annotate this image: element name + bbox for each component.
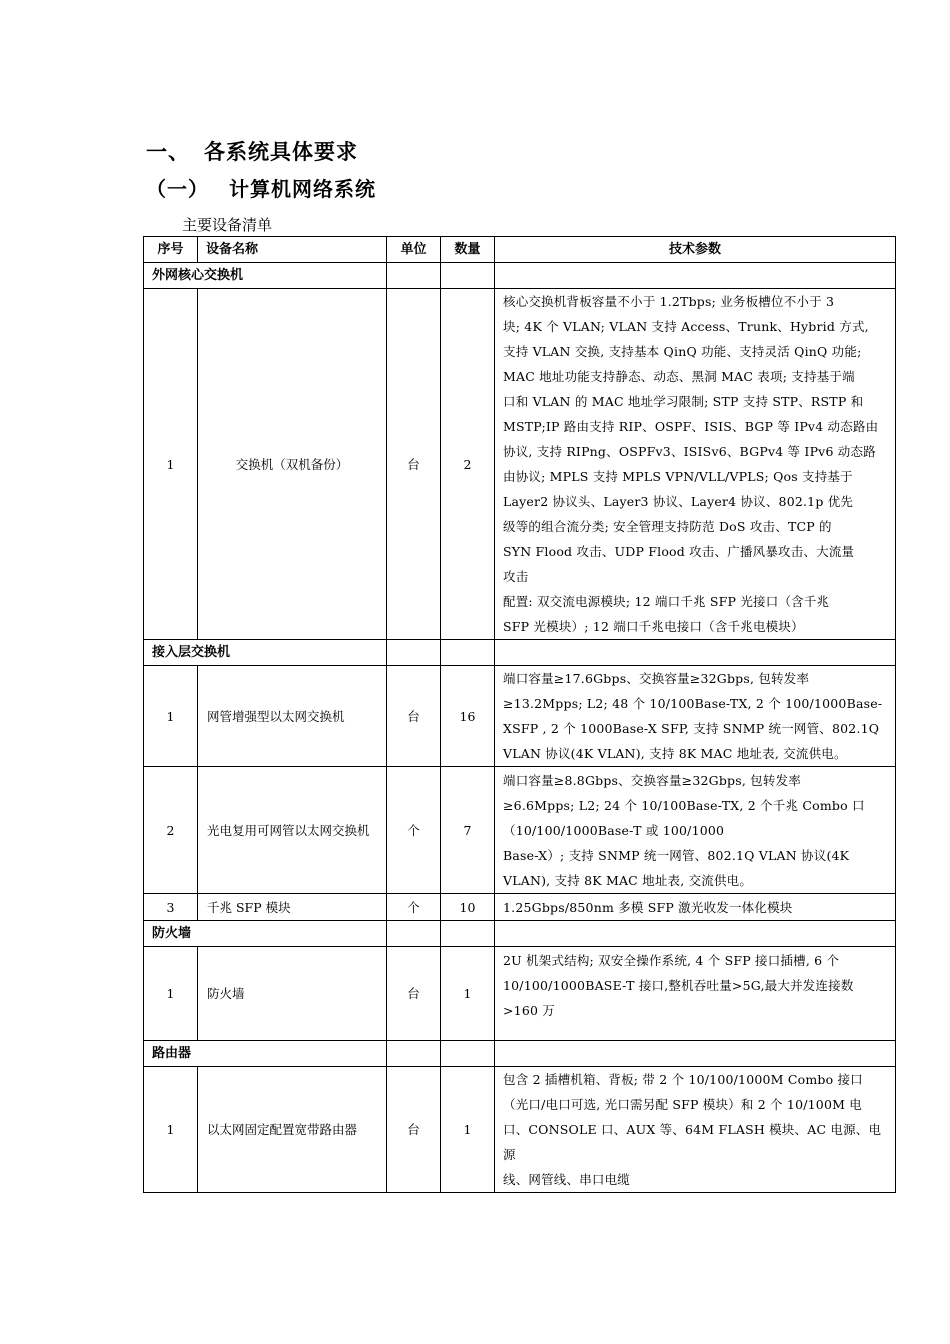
- unit-cell: 台: [387, 289, 441, 640]
- params-cell: [495, 894, 896, 921]
- param-line: 块; 4K 个 VLAN; VLAN 支持 Access、Trunk、Hybrid 方式,: [503, 319, 869, 334]
- param-line: 1.25Gbps/850nm 多模 SFP 激光收发一体化模块: [503, 899, 793, 915]
- seq-cell: 2: [144, 767, 198, 894]
- section-title-cell: 接入层交换机: [144, 640, 387, 666]
- param-line: ≥6.6Mpps; L2; 24 个 10/100Base-TX, 2 个千兆 Combo 口: [503, 797, 865, 813]
- params-cell: [495, 767, 896, 894]
- param-line: 支持 VLAN 交换, 支持基本 QinQ 功能、支持灵活 QinQ 功能;: [503, 344, 862, 359]
- table-row: [144, 289, 896, 640]
- params-cell: [495, 289, 896, 640]
- param-line: 攻击: [503, 569, 529, 584]
- param-line: Layer2 协议头、Layer3 协议、Layer4 协议、802.1p 优先: [503, 494, 854, 509]
- qty-cell: 10: [441, 894, 495, 921]
- section-row: [144, 263, 896, 289]
- unit-cell: 台: [387, 666, 441, 767]
- param-line: 级等的组合流分类; 安全管理支持防范 DoS 攻击、TCP 的: [503, 519, 832, 534]
- qty-cell: 1: [441, 947, 495, 1041]
- param-line: ≥13.2Mpps; L2; 48 个 10/100Base-TX, 2 个 100/1000Base-: [503, 696, 883, 711]
- name-cell: 千兆 SFP 模块: [198, 894, 387, 921]
- param-line: VLAN 协议(4K VLAN), 支持 8K MAC 地址表, 交流供电。: [503, 746, 847, 761]
- name-cell: 以太网固定配置宽带路由器: [198, 1067, 387, 1193]
- table-row: [144, 767, 896, 894]
- subsection-number: （一）: [146, 177, 209, 201]
- params-cell: [495, 1067, 896, 1193]
- unit-cell: 台: [387, 947, 441, 1041]
- param-line: 由协议; MPLS 支持 MPLS VPN/VLL/VPLS; Qos 支持基于: [503, 469, 853, 484]
- header-params: 技术参数: [495, 237, 896, 263]
- params-cell: [495, 947, 896, 1041]
- section-row: [144, 1041, 896, 1067]
- subsection-title: 计算机网络系统: [229, 177, 376, 201]
- section-title-cell: 防火墙: [144, 921, 387, 947]
- param-line: 口、CONSOLE 口、AUX 等、64M FLASH 模块、AC 电源、电源: [503, 1122, 882, 1162]
- table-row: [144, 666, 896, 767]
- section-number: 一、: [146, 140, 190, 164]
- unit-cell: 个: [387, 767, 441, 894]
- param-line: SYN Flood 攻击、UDP Flood 攻击、广播风暴攻击、大流量: [503, 544, 855, 559]
- param-line: 包含 2 插槽机箱、背板; 带 2 个 10/100/1000M Combo 接口: [503, 1072, 863, 1087]
- param-line: 配置: 双交流电源模块; 12 端口千兆 SFP 光接口（含千兆: [503, 594, 830, 609]
- name-cell: 网管增强型以太网交换机: [198, 666, 387, 767]
- subsection-heading: [146, 173, 376, 202]
- param-line: MAC 地址功能支持静态、动态、黑洞 MAC 表项; 支持基于端: [503, 369, 855, 384]
- param-line: 端口容量≥17.6Gbps、交换容量≥32Gbps, 包转发率: [503, 671, 810, 686]
- name-cell: 交换机（双机备份）: [198, 289, 387, 640]
- param-line: MSTP;IP 路由支持 RIP、OSPF、ISIS、BGP 等 IPv4 动态路由: [503, 419, 879, 434]
- section-title-cell: 外网核心交换机: [144, 263, 387, 289]
- seq-cell: 3: [144, 894, 198, 921]
- header-name: 设备名称: [198, 237, 387, 263]
- param-line: 协议, 支持 RIPng、OSPFv3、ISISv6、BGPv4 等 IPv6 动态路: [503, 444, 876, 459]
- seq-cell: 1: [144, 289, 198, 640]
- param-line: 端口容量≥8.8Gbps、交换容量≥32Gbps, 包转发率: [503, 772, 801, 788]
- param-line: VLAN), 支持 8K MAC 地址表, 交流供电。: [503, 872, 753, 888]
- header-seq: 序号: [144, 237, 198, 263]
- equipment-table: [143, 236, 896, 1193]
- header-qty: 数量: [441, 237, 495, 263]
- section-row: [144, 640, 896, 666]
- section-title: 各系统具体要求: [204, 140, 358, 164]
- param-line: 线、网管线、串口电缆: [503, 1172, 631, 1187]
- unit-cell: 个: [387, 894, 441, 921]
- table-header-row: [144, 237, 896, 263]
- name-cell: 光电复用可网管以太网交换机: [198, 767, 387, 894]
- section-heading: [146, 136, 358, 166]
- seq-cell: 1: [144, 666, 198, 767]
- param-line: 核心交换机背板容量不小于 1.2Tbps; 业务板槽位不小于 3: [503, 294, 835, 309]
- table-row: [144, 894, 896, 921]
- param-line: 2U 机架式结构; 双安全操作系统, 4 个 SFP 接口插槽, 6 个: [503, 953, 840, 968]
- unit-cell: 台: [387, 1067, 441, 1193]
- qty-cell: 1: [441, 1067, 495, 1193]
- table-row: [144, 1067, 896, 1193]
- section-row: [144, 921, 896, 947]
- table-body: [144, 263, 896, 1193]
- param-line: >160 万: [503, 1003, 556, 1018]
- section-title-cell: 路由器: [144, 1041, 387, 1067]
- param-line: 10/100/1000BASE-T 接口,整机吞吐量>5G,最大并发连接数: [503, 978, 854, 993]
- table-row: [144, 947, 896, 1041]
- param-line: Base-X）; 支持 SNMP 统一网管、802.1Q VLAN 协议(4K: [503, 847, 850, 863]
- param-line: SFP 光模块）; 12 端口千兆电接口（含千兆电模块）: [503, 619, 804, 634]
- table-caption: 主要设备清单: [182, 216, 273, 234]
- qty-cell: 2: [441, 289, 495, 640]
- name-cell: 防火墙: [198, 947, 387, 1041]
- param-line: （10/100/1000Base-T 或 100/1000: [503, 822, 725, 838]
- param-line: XSFP , 2 个 1000Base-X SFP, 支持 SNMP 统一网管、802.1Q: [503, 721, 880, 736]
- params-cell: [495, 666, 896, 767]
- qty-cell: 16: [441, 666, 495, 767]
- param-line: （光口/电口可选, 光口需另配 SFP 模块）和 2 个 10/100M 电: [503, 1097, 862, 1112]
- seq-cell: 1: [144, 947, 198, 1041]
- seq-cell: 1: [144, 1067, 198, 1193]
- header-unit: 单位: [387, 237, 441, 263]
- qty-cell: 7: [441, 767, 495, 894]
- param-line: 口和 VLAN 的 MAC 地址学习限制; STP 支持 STP、RSTP 和: [503, 394, 864, 409]
